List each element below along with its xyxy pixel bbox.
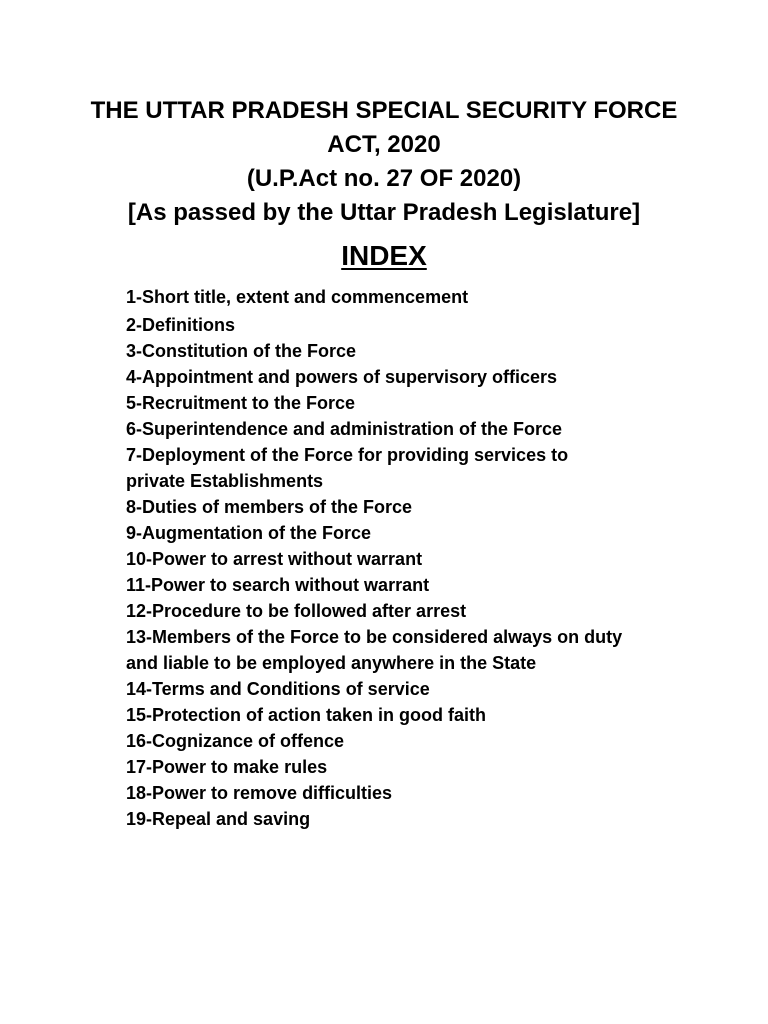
- index-list: [126, 284, 726, 832]
- index-item: 18-Power to remove difficulties: [126, 783, 393, 803]
- index-item: 5-Recruitment to the Force: [126, 393, 356, 413]
- title-line: [As passed by the Uttar Pradesh Legislature]: [127, 199, 641, 226]
- document-title: [0, 94, 768, 230]
- index-item: 17-Power to make rules: [126, 757, 328, 777]
- title-line: (U.P.Act no. 27 OF 2020): [246, 165, 522, 192]
- index-item: 10-Power to arrest without warrant: [126, 549, 423, 569]
- index-item: 13-Members of the Force to be considered always on duty: [126, 627, 623, 647]
- index-item: 19-Repeal and saving: [126, 809, 311, 829]
- index-heading-text: INDEX: [341, 240, 427, 271]
- index-item: 8-Duties of members of the Force: [126, 497, 413, 517]
- index-item-continuation: private Establishments: [126, 471, 324, 491]
- index-item: 6-Superintendence and administration of the Force: [126, 419, 563, 439]
- index-item-continuation: and liable to be employed anywhere in the State: [126, 653, 537, 673]
- index-item: 4-Appointment and powers of supervisory officers: [126, 367, 558, 387]
- title-line: ACT, 2020: [327, 131, 441, 158]
- index-item: 16-Cognizance of offence: [126, 731, 345, 751]
- index-item: 12-Procedure to be followed after arrest: [126, 601, 467, 621]
- index-item: 14-Terms and Conditions of service: [126, 679, 430, 699]
- index-item: 3-Constitution of the Force: [126, 341, 356, 361]
- index-item: 1-Short title, extent and commencement: [126, 287, 469, 307]
- index-heading: [0, 238, 768, 274]
- index-item: 15-Protection of action taken in good faith: [126, 705, 487, 725]
- index-item: 11-Power to search without warrant: [126, 575, 430, 595]
- index-item: 2-Definitions: [126, 315, 236, 335]
- index-item: 9-Augmentation of the Force: [126, 523, 372, 543]
- title-line: THE UTTAR PRADESH SPECIAL SECURITY FORCE: [90, 97, 678, 124]
- index-item: 7-Deployment of the Force for providing services to: [126, 445, 569, 465]
